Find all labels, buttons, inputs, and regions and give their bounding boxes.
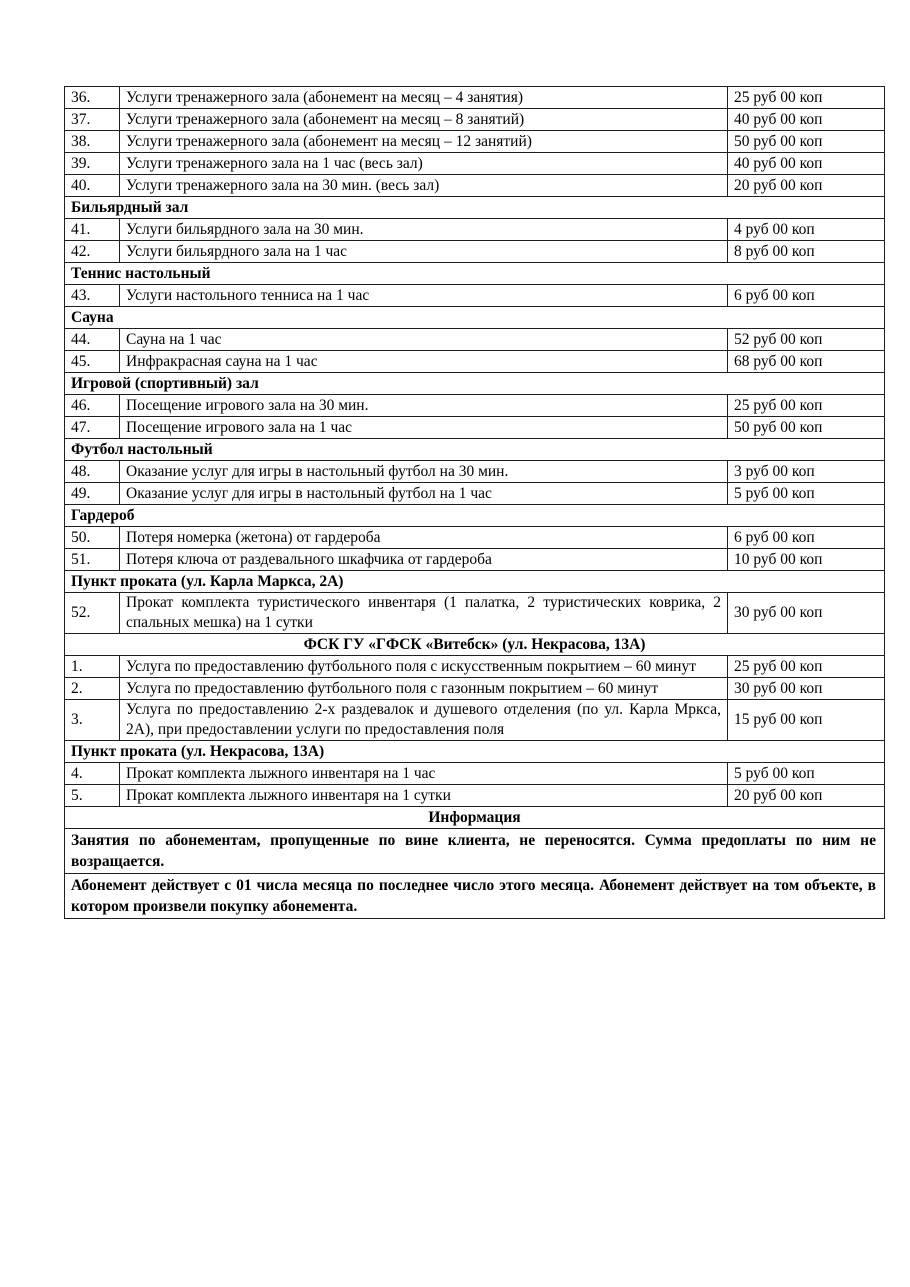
section-title: Бильярдный зал (65, 197, 885, 219)
info-row (65, 829, 885, 874)
table-row (65, 285, 885, 307)
info-text: Занятия по абонементам, пропущенные по вине клиента, не переносятся. Сумма предоплаты по ним не возращается. (65, 829, 885, 874)
service-description: Инфракрасная сауна на 1 час (120, 351, 728, 373)
service-price: 6 руб 00 коп (728, 285, 885, 307)
row-number: 2. (65, 678, 120, 700)
table-row (65, 678, 885, 700)
row-number: 46. (65, 395, 120, 417)
table-row (65, 109, 885, 131)
service-description: Услуга по предоставлению 2-х раздевалок и душевого отделения (по ул. Карла Мркса, 2А), при предоставлении услуги по предоставления поля (120, 700, 728, 741)
row-number: 50. (65, 527, 120, 549)
section-header-row (65, 307, 885, 329)
service-price: 5 руб 00 коп (728, 763, 885, 785)
table-row (65, 153, 885, 175)
service-description: Сауна на 1 час (120, 329, 728, 351)
service-price: 30 руб 00 коп (728, 593, 885, 634)
section-title: Сауна (65, 307, 885, 329)
service-price: 68 руб 00 коп (728, 351, 885, 373)
service-description: Услуги тренажерного зала (абонемент на месяц – 4 занятия) (120, 87, 728, 109)
information-header-row (65, 807, 885, 829)
table-row (65, 175, 885, 197)
service-price: 50 руб 00 коп (728, 417, 885, 439)
service-price: 20 руб 00 коп (728, 785, 885, 807)
service-description: Прокат комплекта лыжного инвентаря на 1 час (120, 763, 728, 785)
section-title: Игровой (спортивный) зал (65, 373, 885, 395)
service-description: Потеря ключа от раздевального шкафчика от гардероба (120, 549, 728, 571)
table-row (65, 593, 885, 634)
row-number: 38. (65, 131, 120, 153)
table-row (65, 351, 885, 373)
table-row (65, 329, 885, 351)
section-title: Теннис настольный (65, 263, 885, 285)
section-header-row (65, 571, 885, 593)
row-number: 5. (65, 785, 120, 807)
section-title: Пункт проката (ул. Карла Маркса, 2А) (65, 571, 885, 593)
service-description: Услуга по предоставлению футбольного поля с газонным покрытием – 60 минут (120, 678, 728, 700)
table-row (65, 700, 885, 741)
row-number: 36. (65, 87, 120, 109)
service-description: Услуги тренажерного зала на 30 мин. (весь зал) (120, 175, 728, 197)
row-number: 45. (65, 351, 120, 373)
row-number: 52. (65, 593, 120, 634)
section-header-row (65, 263, 885, 285)
table-row (65, 656, 885, 678)
service-price: 25 руб 00 коп (728, 656, 885, 678)
service-description: Прокат комплекта лыжного инвентаря на 1 сутки (120, 785, 728, 807)
table-row (65, 483, 885, 505)
section-title: Гардероб (65, 505, 885, 527)
information-title: Информация (65, 807, 885, 829)
table-row (65, 131, 885, 153)
service-price: 20 руб 00 коп (728, 175, 885, 197)
row-number: 37. (65, 109, 120, 131)
row-number: 3. (65, 700, 120, 741)
info-text: Абонемент действует с 01 числа месяца по последнее число этого месяца. Абонемент действует на том объекте, в котором произвели покупку абонемента. (65, 874, 885, 919)
table-row (65, 549, 885, 571)
row-number: 49. (65, 483, 120, 505)
service-description: Посещение игрового зала на 30 мин. (120, 395, 728, 417)
service-description: Оказание услуг для игры в настольный футбол на 1 час (120, 483, 728, 505)
service-description: Услуги тренажерного зала (абонемент на месяц – 8 занятий) (120, 109, 728, 131)
row-number: 41. (65, 219, 120, 241)
section-header-row (65, 373, 885, 395)
service-price: 52 руб 00 коп (728, 329, 885, 351)
section-header-row (65, 505, 885, 527)
row-number: 1. (65, 656, 120, 678)
service-price: 10 руб 00 коп (728, 549, 885, 571)
service-description: Посещение игрового зала на 1 час (120, 417, 728, 439)
table-row (65, 219, 885, 241)
row-number: 39. (65, 153, 120, 175)
service-price: 50 руб 00 коп (728, 131, 885, 153)
service-price: 5 руб 00 коп (728, 483, 885, 505)
row-number: 42. (65, 241, 120, 263)
section-title: Пункт проката (ул. Некрасова, 13А) (65, 741, 885, 763)
table-row (65, 527, 885, 549)
table-row (65, 395, 885, 417)
service-description: Услуги тренажерного зала (абонемент на месяц – 12 занятий) (120, 131, 728, 153)
service-price: 40 руб 00 коп (728, 109, 885, 131)
service-price: 8 руб 00 коп (728, 241, 885, 263)
section-header-row (65, 439, 885, 461)
service-description: Услуги бильярдного зала на 30 мин. (120, 219, 728, 241)
service-description: Услуги бильярдного зала на 1 час (120, 241, 728, 263)
price-list-table (64, 86, 885, 919)
facility-header-row (65, 634, 885, 656)
service-description: Услуги тренажерного зала на 1 час (весь зал) (120, 153, 728, 175)
section-header-row (65, 197, 885, 219)
row-number: 47. (65, 417, 120, 439)
section-title: Футбол настольный (65, 439, 885, 461)
service-price: 25 руб 00 коп (728, 395, 885, 417)
service-price: 30 руб 00 коп (728, 678, 885, 700)
row-number: 40. (65, 175, 120, 197)
service-description: Прокат комплекта туристического инвентаря (1 палатка, 2 туристических коврика, 2 спальных мешка) на 1 сутки (120, 593, 728, 634)
row-number: 51. (65, 549, 120, 571)
service-description: Услуги настольного тенниса на 1 час (120, 285, 728, 307)
row-number: 44. (65, 329, 120, 351)
table-row (65, 241, 885, 263)
service-description: Потеря номерка (жетона) от гардероба (120, 527, 728, 549)
table-row (65, 417, 885, 439)
table-row (65, 87, 885, 109)
facility-title: ФСК ГУ «ГФСК «Витебск» (ул. Некрасова, 13А) (65, 634, 885, 656)
row-number: 48. (65, 461, 120, 483)
service-description: Оказание услуг для игры в настольный футбол на 30 мин. (120, 461, 728, 483)
service-price: 25 руб 00 коп (728, 87, 885, 109)
service-price: 15 руб 00 коп (728, 700, 885, 741)
service-price: 4 руб 00 коп (728, 219, 885, 241)
section-header-row (65, 741, 885, 763)
service-description: Услуга по предоставлению футбольного поля с искусственным покрытием – 60 минут (120, 656, 728, 678)
row-number: 43. (65, 285, 120, 307)
table-row (65, 785, 885, 807)
table-row (65, 763, 885, 785)
table-row (65, 461, 885, 483)
row-number: 4. (65, 763, 120, 785)
service-price: 40 руб 00 коп (728, 153, 885, 175)
info-row (65, 874, 885, 919)
service-price: 6 руб 00 коп (728, 527, 885, 549)
service-price: 3 руб 00 коп (728, 461, 885, 483)
